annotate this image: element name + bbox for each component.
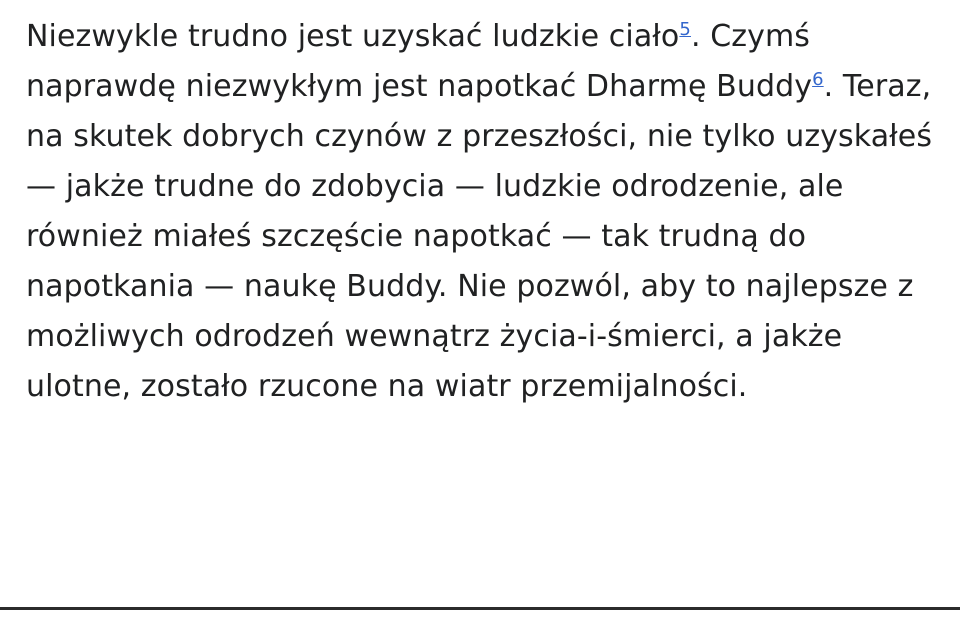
footnote-reference-5[interactable]: 5 xyxy=(679,19,691,40)
paragraph-segment-1: Niezwykle trudno jest uzyskać ludzkie ciało xyxy=(26,19,680,54)
body-text xyxy=(26,12,934,412)
paragraph xyxy=(26,12,934,412)
footnote-reference-6[interactable]: 6 xyxy=(812,69,824,90)
paragraph-segment-3: . Teraz, na skutek dobrych czynów z przeszłości, nie tylko uzyskałeś — jakże trudne do zdobycia — ludzkie odrodzenie, ale również miałeś szczęście napotkać — tak trudną do napotkania — naukę Buddy. Nie pozwól, aby to najlepsze z możliwych odrodzeń wewnątrz życia-i-śmierci, a jakże ulotne, zostało rzucone na wiatr przemijalności. xyxy=(26,69,933,404)
paragraph-segment-2: . Czymś naprawdę niezwykłym jest napotkać Dharmę Buddy xyxy=(26,19,813,104)
bottom-strip xyxy=(0,610,960,624)
